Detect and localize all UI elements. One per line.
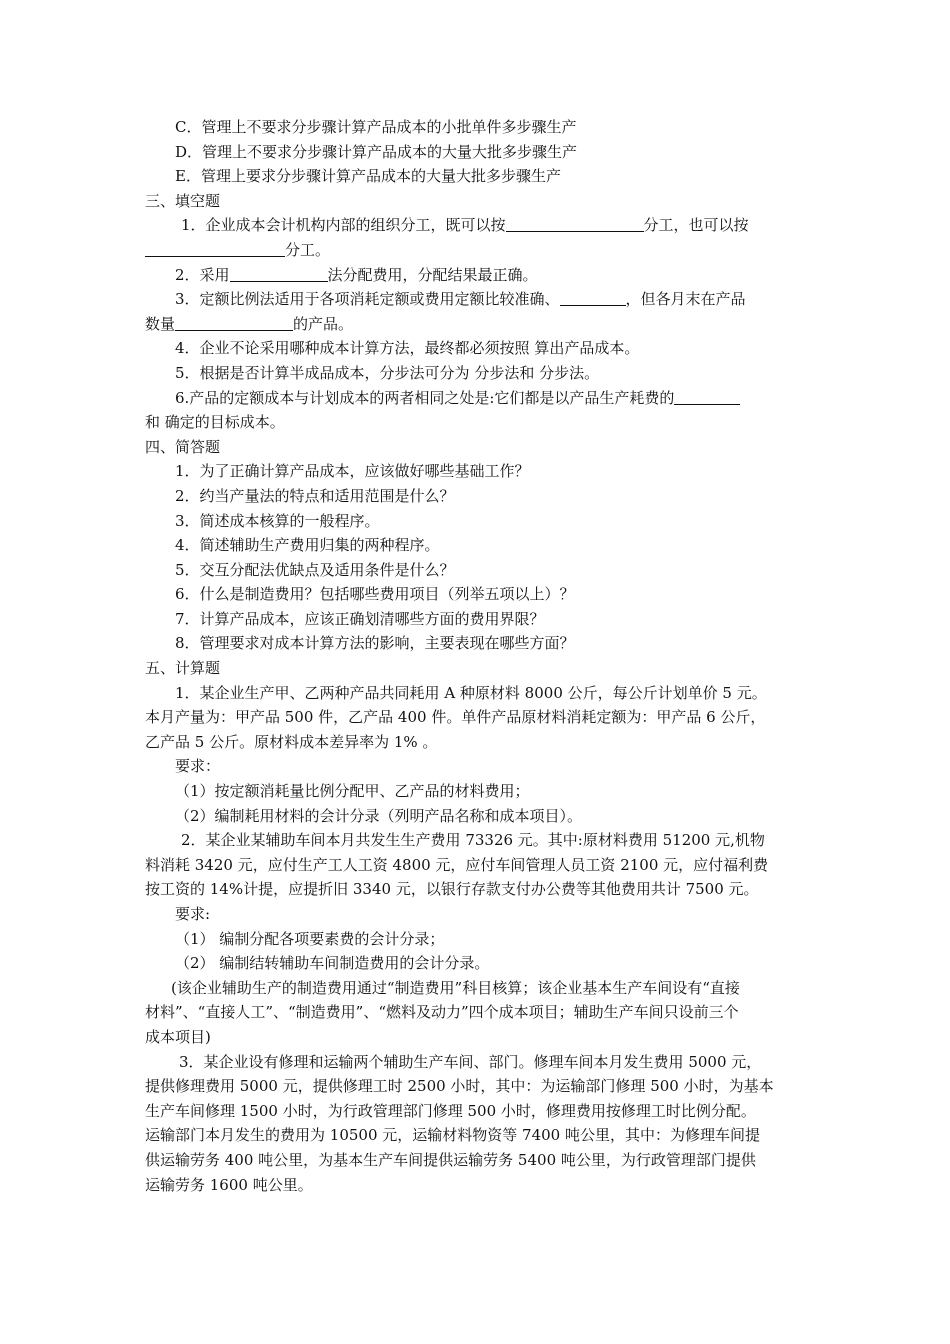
calc-problem-3-line-4: 运输部门本月发生的费用为 10500 元，运输材料物资等 7400 吨公里，其中：为修理车间提 — [145, 1126, 760, 1145]
fill-question-1-cont — [145, 238, 807, 263]
fill-question-1 — [145, 213, 807, 238]
calc-problem-2-req-1: （1） 编制分配各项要素费的会计分录； — [175, 929, 445, 948]
fill-question-3 — [145, 287, 807, 312]
calc-problem-3-line-1: 3．某企业设有修理和运输两个辅助生产车间、部门。修理车间本月发生费用 5000 元， — [179, 1052, 762, 1071]
option-d: D．管理上不要求分步骤计算产品成本的大量大批多步骤生产 — [175, 142, 578, 161]
section-heading-short-answer: 四、简答题 — [145, 437, 221, 456]
calc-problem-1-line-3: 乙产品 5 公斤。原材料成本差异率为 1% 。 — [145, 732, 438, 751]
calc-problem-2-req-2: （2） 编制结转辅助车间制造费用的会计分录。 — [175, 954, 490, 973]
calc-problem-3-line-6: 运输劳务 1600 吨公里。 — [145, 1175, 313, 1194]
short-answer-item-3: 3．简述成本核算的一般程序。 — [175, 511, 380, 530]
section-heading-fill-blank: 三、填空题 — [145, 191, 221, 210]
document-body — [145, 115, 807, 1197]
fill-q3-text-d: 的产品。 — [293, 314, 354, 333]
fill-blank — [560, 288, 626, 306]
fill-question-6 — [145, 386, 807, 411]
calc-problem-1-line-1: 1．某企业生产甲、乙两种产品共同耗用 A 种原材料 8000 公斤，每公斤计划单价 5 元。 — [175, 683, 767, 702]
fill-q3-text-b: ，但各月末在产品 — [625, 290, 746, 309]
calc-problem-3-line-5: 供运输劳务 400 吨公里，为基本生产车间提供运输劳务 5400 吨公里，为行政管理部门提供 — [145, 1150, 756, 1169]
fill-q2-text-a: 2．采用 — [175, 265, 230, 284]
fill-question-4: 4．企业不论采用哪种成本计算方法，最终都必须按照 算出产品成本。 — [175, 339, 640, 358]
calc-problem-1-requirement: 要求： — [175, 757, 221, 776]
fill-q1-text-a: 1．企业成本会计机构内部的组织分工，既可以按 — [181, 216, 506, 235]
fill-question-6-cont: 和 确定的目标成本。 — [145, 413, 285, 432]
fill-q1-text-c: 分工。 — [285, 240, 331, 259]
option-c: C．管理上不要求分步骤计算产品成本的小批单件多步骤生产 — [175, 118, 577, 136]
fill-q3-text-a: 3．定额比例法适用于各项消耗定额或费用定额比较准确、 — [175, 290, 560, 309]
calc-problem-2-requirement: 要求: — [175, 905, 211, 923]
fill-blank — [145, 239, 285, 257]
fill-q3-text-c: 数量 — [145, 314, 176, 333]
fill-question-2 — [145, 263, 807, 288]
calc-problem-1-req-2: （2）编制耗用材料的会计分录（列明产品名称和成本项目）。 — [175, 806, 583, 825]
short-answer-item-4: 4．简述辅助生产费用归集的两种程序。 — [175, 536, 440, 555]
option-e: E．管理上要求分步骤计算产品成本的大量大批多步骤生产 — [175, 167, 561, 186]
fill-q6-text-a: 6.产品的定额成本与计划成本的两者相同之处是:它们都是以产品生产耗费的 — [175, 388, 675, 407]
short-answer-item-1: 1．为了正确计算产品成本，应该做好哪些基础工作？ — [175, 462, 530, 481]
fill-question-3-cont — [145, 312, 807, 337]
calc-problem-3-line-3: 生产车间修理 1500 小时，为行政管理部门修理 500 小时，修理费用按修理工时比例分配。 — [145, 1101, 756, 1120]
fill-q2-text-b: 法分配费用，分配结果最正确。 — [327, 265, 538, 284]
short-answer-item-2: 2．约当产量法的特点和适用范围是什么？ — [175, 486, 455, 505]
fill-blank — [506, 214, 644, 232]
calc-problem-2-line-1: 2．某企业某辅助车间本月共发生生产费用 73326 元。其中:原材料费用 51200 元,机物 — [181, 831, 765, 850]
fill-blank — [674, 387, 740, 405]
short-answer-item-5: 5．交互分配法优缺点及适用条件是什么？ — [175, 560, 455, 579]
calc-problem-1-line-2: 本月产量为：甲产品 500 件，乙产品 400 件。单件产品原材料消耗定额为：甲产品 6 公斤， — [145, 708, 766, 727]
calc-problem-1-req-1: （1）按定额消耗量比例分配甲、乙产品的材料费用； — [175, 782, 530, 801]
calc-problem-3-line-2: 提供修理费用 5000 元，提供修理工时 2500 小时，其中：为运输部门修理 500 小时，为基本 — [145, 1077, 774, 1096]
fill-blank — [230, 264, 328, 282]
short-answer-item-7: 7．计算产品成本，应该正确划清哪些方面的费用界限？ — [175, 609, 545, 628]
calc-problem-2-note-line-1: (该企业辅助生产的制造费用通过“制造费用”科目核算；该企业基本生产车间设有“直接 — [171, 978, 740, 997]
section-heading-calculation: 五、计算题 — [145, 659, 221, 678]
calc-problem-2-note-line-2: 材料”、“直接人工”、“制造费用”、“燃料及动力”四个成本项目；辅助生产车间只设前三个 — [145, 1003, 739, 1022]
short-answer-item-6: 6．什么是制造费用？包括哪些费用项目（列举五项以上）？ — [175, 585, 575, 604]
calc-problem-2-line-3: 按工资的 14%计提，应提折旧 3340 元，以银行存款支付办公费等其他费用共计 7500 元。 — [145, 880, 759, 899]
fill-blank — [175, 313, 293, 331]
fill-question-5: 5．根据是否计算半成品成本，分步法可分为 分步法和 分步法。 — [175, 363, 600, 382]
fill-q1-text-b: 分工，也可以按 — [643, 216, 749, 235]
short-answer-item-8: 8．管理要求对成本计算方法的影响，主要表现在哪些方面？ — [175, 634, 575, 653]
calc-problem-2-note-line-3: 成本项目) — [145, 1027, 211, 1046]
calc-problem-2-line-2: 料消耗 3420 元，应付生产工人工资 4800 元，应付车间管理人员工资 2100 元，应付福利费 — [145, 855, 769, 874]
